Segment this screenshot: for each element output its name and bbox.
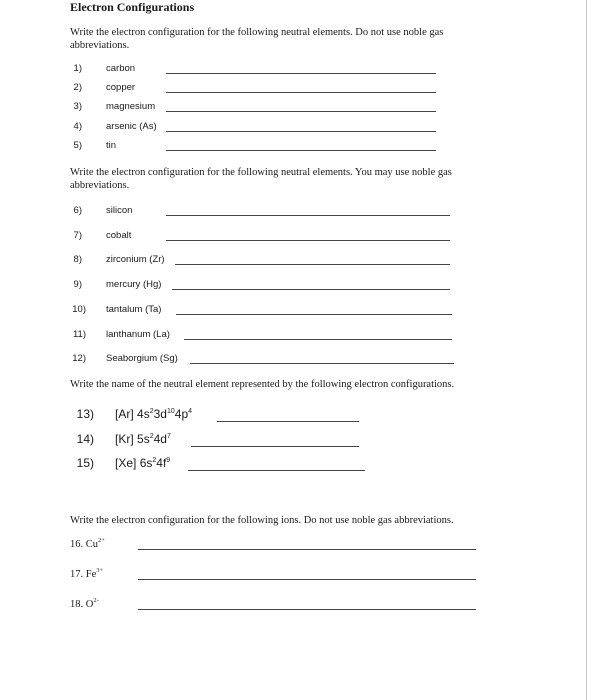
answer-line[interactable] (166, 111, 436, 112)
answer-line[interactable] (172, 289, 450, 290)
question-number: 9) (73, 279, 82, 290)
question-number: 7) (73, 230, 82, 241)
question-label: cobalt (106, 230, 132, 241)
section4-instructions: Write the electron configuration for the following ions. Do not use noble gas abbreviations. (70, 515, 454, 526)
answer-line[interactable] (175, 264, 450, 265)
answer-line[interactable] (138, 549, 476, 550)
question-number: 14) (76, 432, 94, 446)
question-number: 5) (73, 140, 82, 151)
answer-line[interactable] (138, 579, 476, 580)
question-number: 4) (73, 121, 82, 132)
worksheet-title: Electron Configurations (70, 0, 195, 14)
question-label: magnesium (106, 101, 156, 112)
ion-label: 18. $O^{2-}$ (70, 597, 99, 610)
question-label: zirconium (Zr) (106, 254, 165, 265)
question-label: mercury (Hg) (106, 279, 162, 290)
electron-config: [Kr] $5s^24d^7$ (115, 432, 171, 446)
ion-label: 17. $Fe^{3+}$ (70, 567, 104, 580)
question-label: tantalum (Ta) (106, 304, 162, 315)
question-number: 12) (72, 353, 86, 364)
answer-line[interactable] (188, 470, 365, 471)
answer-line[interactable] (166, 215, 450, 216)
question-number: 3) (73, 101, 82, 112)
answer-line[interactable] (217, 421, 359, 422)
answer-line[interactable] (166, 240, 450, 241)
question-number: 11) (72, 329, 86, 340)
answer-line[interactable] (184, 339, 452, 340)
question-label: silicon (106, 205, 133, 216)
question-label: tin (106, 140, 117, 151)
question-number: 8) (73, 254, 82, 265)
answer-line[interactable] (190, 363, 454, 364)
question-label: carbon (106, 63, 136, 74)
question-label: arsenic (As) (106, 121, 157, 132)
answer-line[interactable] (138, 609, 476, 610)
section1-instructions: Write the electron configuration for the following neutral elements. Do not use noble gas abbreviations. (70, 27, 444, 51)
answer-line[interactable] (166, 150, 436, 151)
question-number: 6) (73, 205, 82, 216)
section3-instructions: Write the name of the neutral element represented by the following electron configurations. (70, 379, 455, 390)
answer-line[interactable] (166, 73, 436, 74)
question-number: 15) (76, 456, 94, 470)
question-label: lanthanum (La) (106, 329, 170, 340)
question-number: 1) (73, 63, 82, 74)
electron-config: [Ar] $4s^23d^{10}4p^4$ (115, 407, 193, 421)
electron-config: [Xe] $6s^24f^9$ (115, 456, 171, 470)
question-number: 10) (72, 304, 86, 315)
section2-instructions: Write the electron configuration for the following neutral elements. You may use noble gas abbreviations. (70, 167, 452, 191)
question-number: 13) (76, 407, 94, 421)
answer-line[interactable] (166, 92, 436, 93)
question-label: Seaborgium (Sg) (106, 353, 178, 364)
question-label: copper (106, 82, 136, 93)
answer-line[interactable] (166, 131, 436, 132)
answer-line[interactable] (191, 446, 359, 447)
ion-label: 16. $Cu^{2+}$ (70, 537, 105, 550)
question-number: 2) (73, 82, 82, 93)
answer-line[interactable] (176, 314, 452, 315)
